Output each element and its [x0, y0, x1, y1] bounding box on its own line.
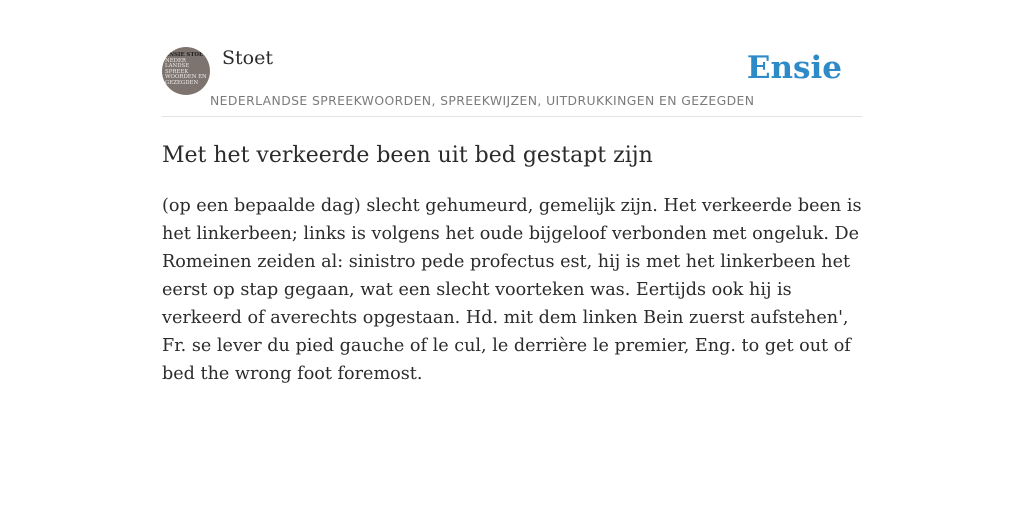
- entry-body: (op een bepaalde dag) slecht gehumeurd, gemelijk zijn. Het verkeerde been is het linkerbeen; links is volgens het oude bijgeloof verbonden met ongeluk. De Romeinen zeiden al: sinistro pede profectus est, hij is met het linkerbeen het eerst op stap gegaan, wat een slecht voorteken was. Eertijds ook hij is verkeerd of averechts opgestaan. Hd. mit dem linken Bein zuerst aufstehen', Fr. se lever du pied gauche of le cul, le derrière le premier, Eng. to get out of bed the wrong foot foremost.: [162, 196, 862, 384]
- avatar-text-line: LANDSE: [165, 63, 190, 70]
- entry-card: [162, 40, 862, 388]
- source-subtitle[interactable]: NEDERLANDSE SPREEKWOORDEN, SPREEKWIJZEN, UITDRUKKINGEN EN GEZEGDEN: [210, 93, 755, 108]
- avatar-text-line: NEDER: [165, 57, 186, 64]
- avatar-text-line: ENSIE STOET: [165, 52, 208, 58]
- header: [162, 40, 862, 117]
- author-name[interactable]: Stoet: [222, 47, 273, 69]
- entry-title: Met het verkeerde been uit bed gestapt zijn: [162, 143, 653, 168]
- book-cover-avatar[interactable]: [162, 47, 210, 95]
- brand-logo[interactable]: Ensie: [746, 50, 842, 86]
- avatar-text-line: GEZEGDEN: [165, 79, 199, 86]
- avatar-text-line: SPREEK: [165, 68, 189, 75]
- avatar-text-line: WOORDEN EN: [165, 74, 207, 81]
